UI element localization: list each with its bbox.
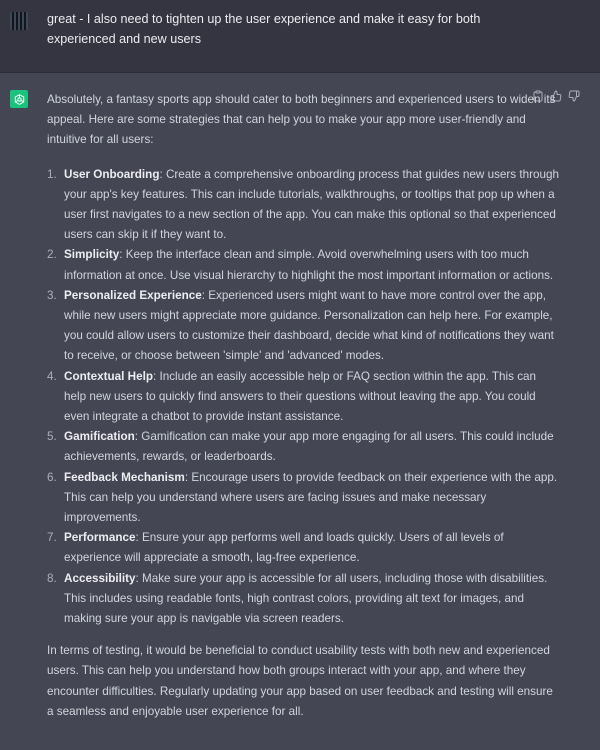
list-item-text: : Create a comprehensive onboarding process that guides new users through your app's key features. This can include tutorials, walkthroughs, or tooltips that pop up when a user first navigates to a new section of the app. You can make this optional so that experienced users can skip it if they want to. [64,167,560,242]
list-item-text: : Ensure your app performs well and loads quickly. Users of all levels of experience will appreciate a smooth, lag-free experience. [64,531,504,565]
user-avatar [10,12,28,30]
strategy-list [47,165,560,630]
list-item [47,367,560,428]
list-item-number: 5. [47,430,57,444]
list-item [47,528,560,568]
list-item-text: : Keep the interface clean and simple. Avoid overwhelming users with too much information at once. Use visual hierarchy to highlight the most important information or actions. [64,248,554,282]
list-item-term: Feedback Mechanism [64,470,185,484]
list-item [47,286,560,367]
user-message-row [0,0,600,73]
list-item-term: Accessibility [64,571,136,585]
intro-paragraph: Absolutely, a fantasy sports app should cater to both beginners and experienced users to widen its appeal. Here are some strategies that can help you to make your app more user-friendly and intuitive for all users: [47,93,556,147]
list-item-term: Personalized Experience [64,288,202,302]
list-item-text: : Include an easily accessible help or FAQ section within the app. This can help new users to quickly find answers to their questions without leaving the app. You could even integrate a chatbot to provide instant assistance. [64,369,537,424]
list-item-text: : Encourage users to provide feedback on their experience with the app. This can help you understand where users are facing issues and make necessary improvements. [64,470,558,525]
list-item-number: 4. [47,369,57,383]
list-item-term: Simplicity [64,248,120,262]
outro-paragraph: In terms of testing, it would be beneficial to conduct usability tests with both new and experienced users. This can help you understand how both groups interact with your app, and where they encounter difficulties. Regularly updating your app based on user feedback and testing will ensure a seamless and enjoyable user experience for all. [47,644,553,718]
list-item-number: 6. [47,470,57,484]
list-item-number: 8. [47,571,57,585]
assistant-message-row [0,73,600,722]
list-item-number: 7. [47,531,57,545]
list-item-text: : Gamification can make your app more engaging for all users. This could include achievements, rewards, or leaderboards. [64,430,554,464]
list-item-text: : Experienced users might want to have more control over the app, while new users might appreciate more guidance. Personalization can help here. For example, you could allow users to customize their dashboard, decide what kind of notifications they want to receive, or choose between 'simple' and 'advanced' modes. [64,288,554,363]
list-item [47,165,560,246]
list-item-number: 1. [47,167,57,181]
list-item [47,245,560,285]
list-item-term: Gamification [64,430,135,444]
list-item [47,569,560,630]
list-item [47,427,560,467]
list-item-term: User Onboarding [64,167,160,181]
list-item-number: 2. [47,248,57,262]
list-item-term: Performance [64,531,136,545]
user-message-text: great - I also need to tighten up the user experience and make it easy for both experienced and new users [47,12,481,46]
list-item-text: : Make sure your app is accessible for all users, including those with disabilities. This includes using readable fonts, high contrast colors, providing alt text for images, and making sure your app is navigable via screen readers. [64,571,548,626]
list-item-number: 3. [47,288,57,302]
assistant-message [47,90,560,722]
list-item-term: Contextual Help [64,369,153,383]
list-item [47,468,560,529]
